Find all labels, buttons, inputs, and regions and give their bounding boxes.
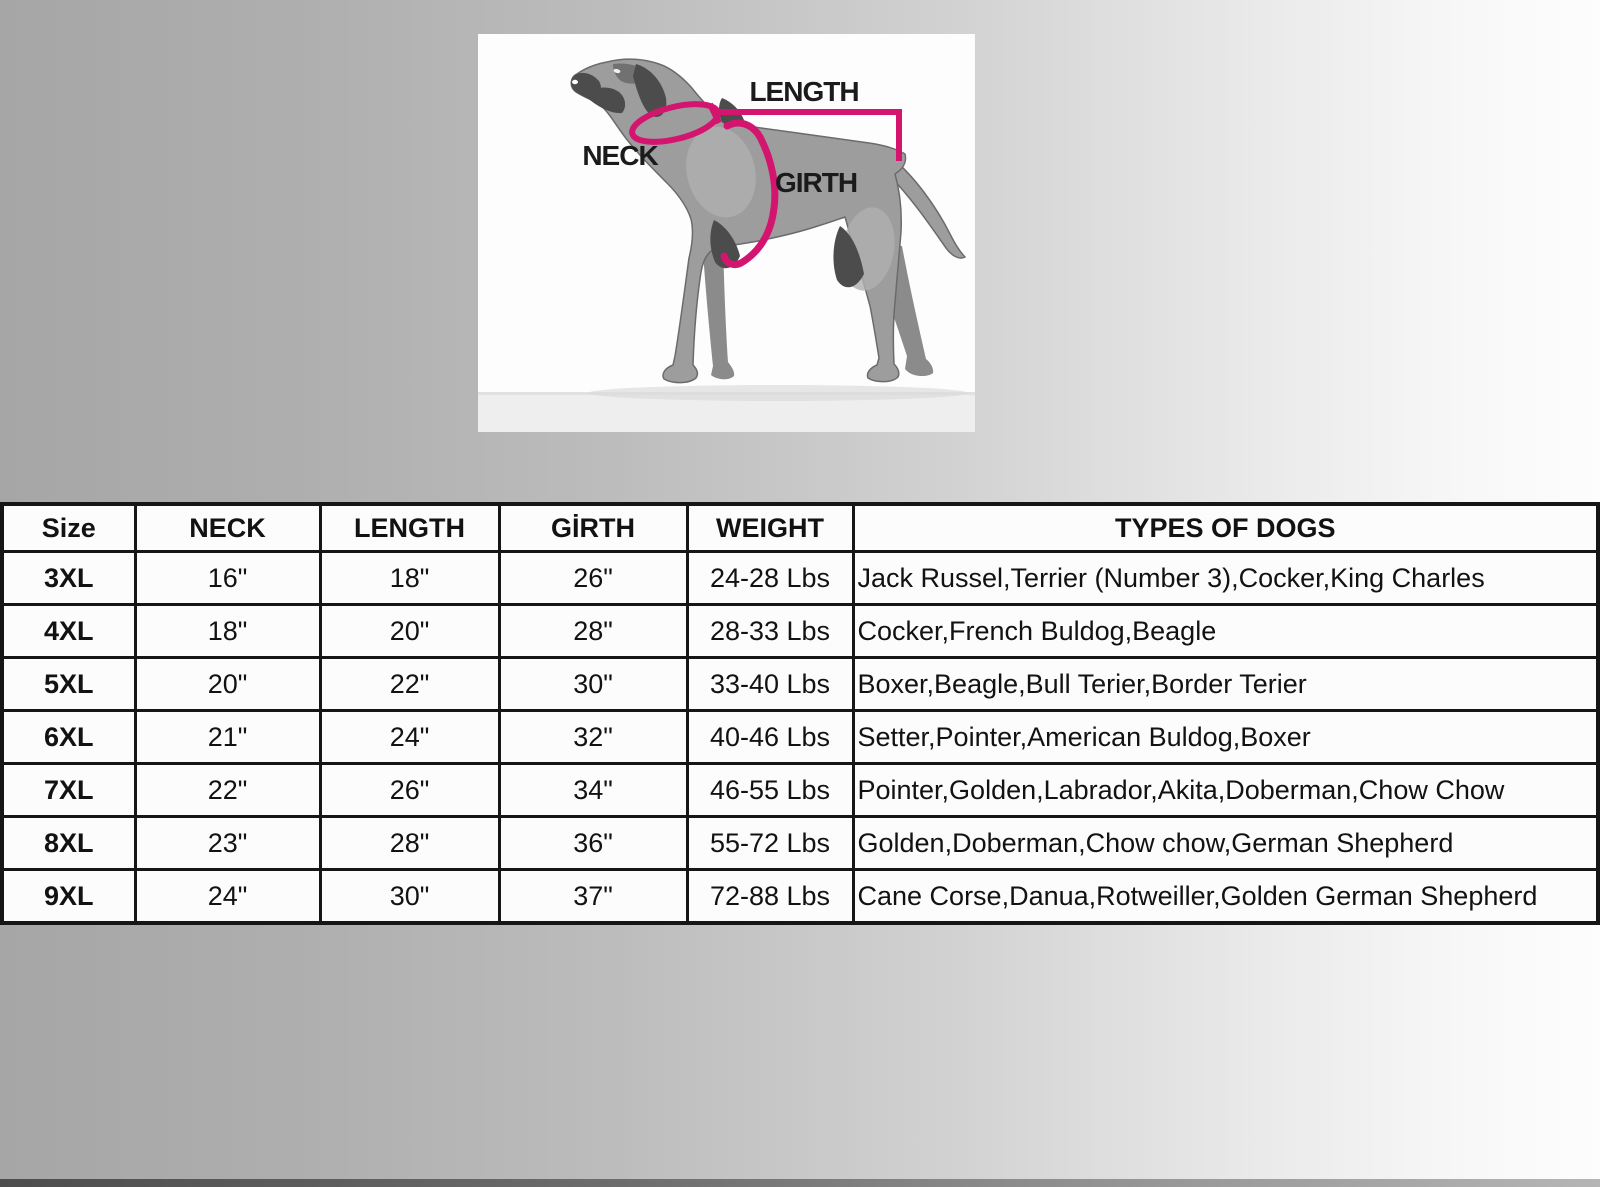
table-row [2, 658, 1598, 711]
column-header-dogs: TYPES OF DOGS [853, 504, 1598, 552]
dog-nostril [572, 80, 578, 84]
bottom-edge-strip [0, 1179, 1600, 1187]
table-row [2, 870, 1598, 924]
dog-measurement-diagram [478, 34, 975, 432]
cell-size: 9XL [2, 870, 135, 924]
cell-weight: 24-28 Lbs [687, 552, 853, 605]
neck-label: NECK [582, 140, 658, 171]
cell-size: 7XL [2, 764, 135, 817]
cell-girth: 34" [499, 764, 687, 817]
cell-size: 6XL [2, 711, 135, 764]
cell-neck: 23" [135, 817, 320, 870]
cell-neck: 24" [135, 870, 320, 924]
header-row [2, 504, 1598, 552]
cell-dogs: Golden,Doberman,Chow chow,German Shepherd [853, 817, 1598, 870]
cell-dogs: Cane Corse,Danua,Rotweiller,Golden German Shepherd [853, 870, 1598, 924]
cell-length: 26" [320, 764, 499, 817]
table-row [2, 605, 1598, 658]
size-chart-table [0, 502, 1600, 925]
cell-dogs: Boxer,Beagle,Bull Terier,Border Terier [853, 658, 1598, 711]
cell-neck: 20" [135, 658, 320, 711]
cell-girth: 30" [499, 658, 687, 711]
length-label: LENGTH [749, 76, 859, 107]
table-row [2, 817, 1598, 870]
dog-shadow [588, 385, 968, 401]
girth-label: GIRTH [774, 167, 858, 198]
cell-weight: 46-55 Lbs [687, 764, 853, 817]
cell-size: 5XL [2, 658, 135, 711]
column-header-length: LENGTH [320, 504, 499, 552]
cell-size: 3XL [2, 552, 135, 605]
cell-dogs: Jack Russel,Terrier (Number 3),Cocker,King Charles [853, 552, 1598, 605]
column-header-neck: NECK [135, 504, 320, 552]
column-header-girth: GİRTH [499, 504, 687, 552]
cell-neck: 18" [135, 605, 320, 658]
column-header-size: Size [2, 504, 135, 552]
cell-size: 4XL [2, 605, 135, 658]
cell-dogs: Cocker,French Buldog,Beagle [853, 605, 1598, 658]
cell-girth: 26" [499, 552, 687, 605]
cell-weight: 55-72 Lbs [687, 817, 853, 870]
cell-girth: 32" [499, 711, 687, 764]
cell-length: 28" [320, 817, 499, 870]
cell-size: 8XL [2, 817, 135, 870]
column-header-weight: WEIGHT [687, 504, 853, 552]
cell-length: 30" [320, 870, 499, 924]
cell-neck: 16" [135, 552, 320, 605]
cell-dogs: Setter,Pointer,American Buldog,Boxer [853, 711, 1598, 764]
table-row [2, 552, 1598, 605]
cell-dogs: Pointer,Golden,Labrador,Akita,Doberman,Chow Chow [853, 764, 1598, 817]
cell-weight: 33-40 Lbs [687, 658, 853, 711]
cell-length: 20" [320, 605, 499, 658]
cell-weight: 40-46 Lbs [687, 711, 853, 764]
table-row [2, 711, 1598, 764]
cell-length: 18" [320, 552, 499, 605]
cell-girth: 28" [499, 605, 687, 658]
cell-weight: 72-88 Lbs [687, 870, 853, 924]
dog-measurement-panel [478, 34, 975, 432]
cell-girth: 36" [499, 817, 687, 870]
cell-girth: 37" [499, 870, 687, 924]
cell-length: 22" [320, 658, 499, 711]
table-row [2, 764, 1598, 817]
cell-weight: 28-33 Lbs [687, 605, 853, 658]
cell-neck: 22" [135, 764, 320, 817]
cell-length: 24" [320, 711, 499, 764]
cell-neck: 21" [135, 711, 320, 764]
